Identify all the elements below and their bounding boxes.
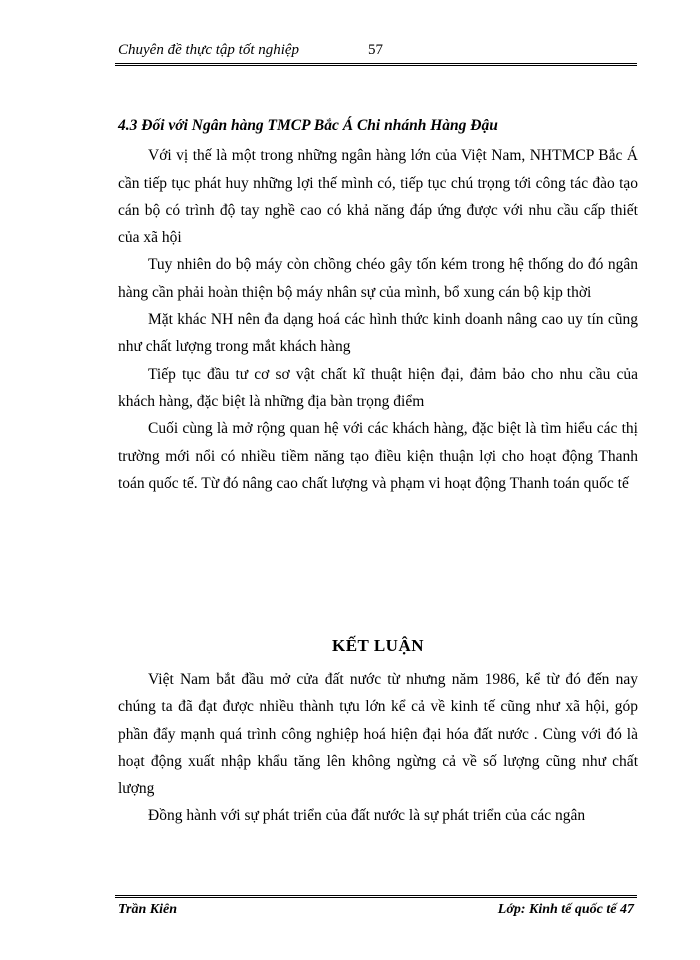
header-title: Chuyên đề thực tập tốt nghiệp xyxy=(118,42,300,58)
page-number: 57 xyxy=(368,42,383,58)
section-paragraph: Với vị thế là một trong những ngân hàng lớn của Việt Nam, NHTMCP Bắc Á cần tiếp tục phát huy những lợi thế mình có, tiếp tục chú trọng tới công tác đào tạo cán bộ có trình độ tay nghề cao có khả năng đáp ứng được với nhu cầu cấp thiết của xã hội xyxy=(118,147,638,247)
section-paragraph: Cuối cùng là mở rộng quan hệ với các khách hàng, đặc biệt là tìm hiểu các thị trường mới nổi có nhiều tiềm năng tạo điều kiện thuận lợi cho hoạt động Thanh toán quốc tế. Từ đó nâng cao chất lượng và phạm vi hoạt động Thanh toán quốc tế xyxy=(118,420,638,492)
section-paragraph: Tiếp tục đầu tư cơ sơ vật chất kĩ thuật hiện đại, đảm bảo cho nhu cầu của khách hàng, đặc biệt là những địa bàn trọng điểm xyxy=(118,365,638,410)
conclusion-body xyxy=(118,666,638,830)
section-paragraph: Tuy nhiên do bộ máy còn chồng chéo gây tốn kém trong hệ thống do đó ngân hàng cần phải hoàn thiện bộ máy nhân sự của mình, bổ xung cán bộ kịp thời xyxy=(118,256,638,301)
footer-class: Lớp: Kinh tế quốc tế 47 xyxy=(497,902,634,917)
footer-author: Trần Kiên xyxy=(118,902,177,917)
header-rule xyxy=(115,63,637,66)
conclusion-title: KẾT LUẬN xyxy=(331,636,424,655)
conclusion-paragraph: Đồng hành với sự phát triển của đất nước là sự phát triển của các ngân xyxy=(148,807,586,825)
section-heading: 4.3 Đối với Ngân hàng TMCP Bắc Á Chi nhánh Hàng Đậu xyxy=(118,117,498,134)
footer-rule xyxy=(115,895,637,898)
section-paragraph: Mặt khác NH nên đa dạng hoá các hình thức kinh doanh nâng cao uy tín cũng như chất lượng trong mắt khách hàng xyxy=(118,311,638,356)
section-body xyxy=(118,112,638,497)
page-header xyxy=(118,40,638,64)
conclusion-paragraph: Việt Nam bắt đầu mở cửa đất nước từ nhưng năm 1986, kể từ đó đến nay chúng ta đã đạt được nhiều thành tựu lớn kể cả về kinh tế cũng như xã hội, góp phần đẩy mạnh quá trình công nghiệp hoá hiện đại hóa đất nước . Cùng với đó là hoạt động xuất nhập khẩu tăng lên không ngừng cả về số lượng cũng như chất lượng xyxy=(118,671,638,798)
